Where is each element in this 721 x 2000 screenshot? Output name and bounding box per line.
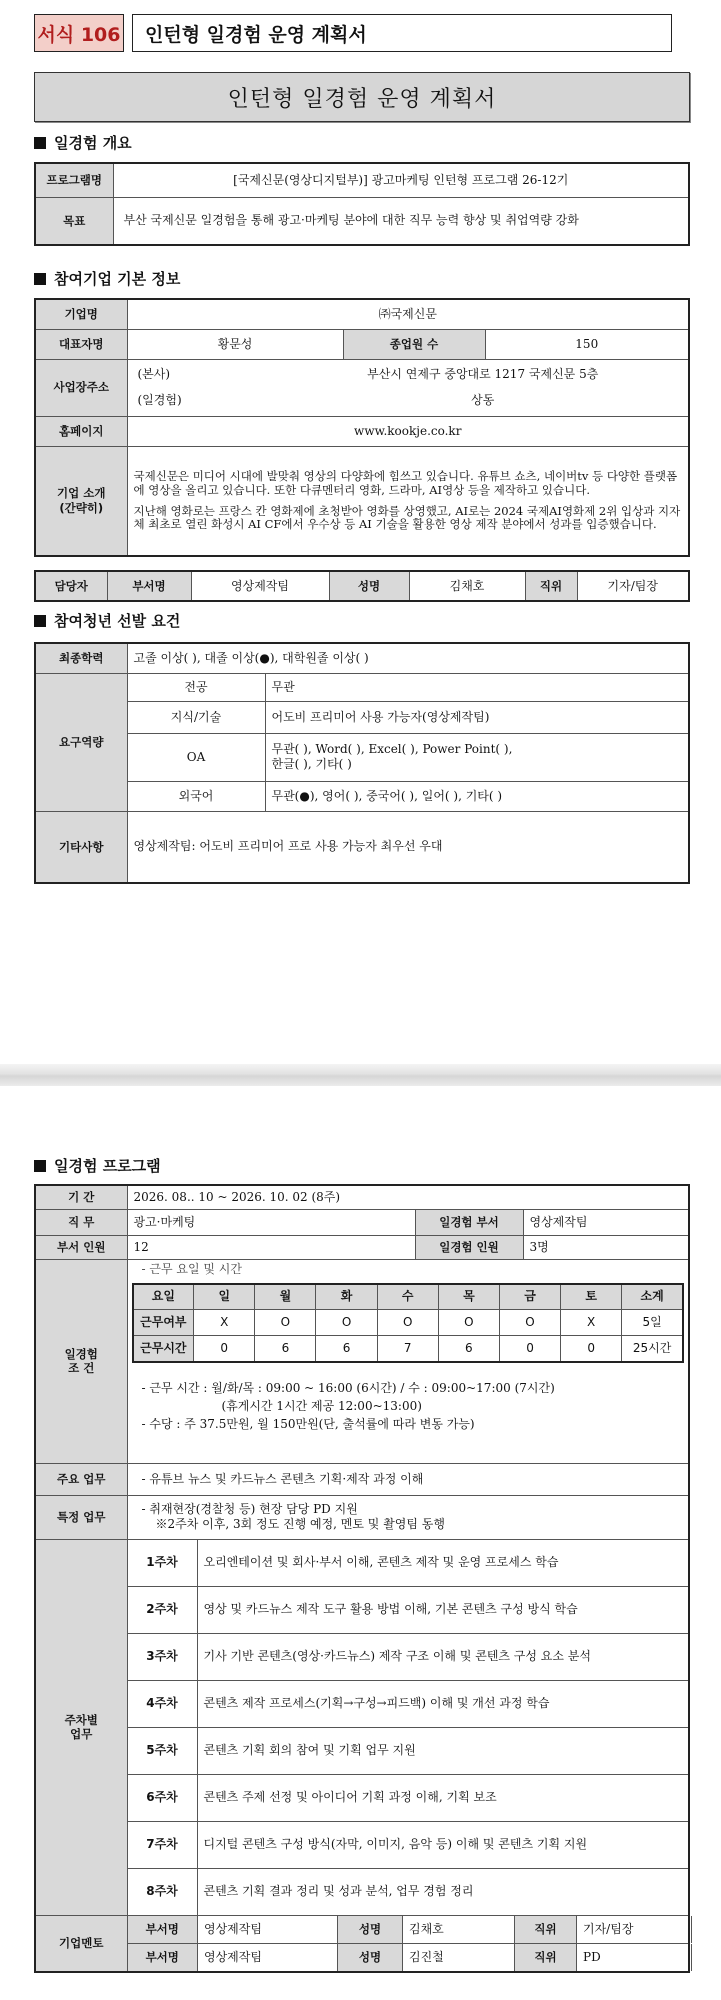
work-staff-label: 일경험 인원	[415, 1235, 523, 1259]
manager-dept-label: 부서명	[107, 571, 191, 601]
mentor-position-value: 기자/팀장	[577, 1916, 692, 1943]
mentor-dept-value: 영상제작팀	[198, 1916, 338, 1943]
hq-label: (본사)	[137, 367, 171, 381]
document-title: 인턴형 일경험 운영 계획서	[34, 72, 690, 122]
section-requirements-heading: 참여청년 선발 요건	[34, 610, 180, 631]
schedule-header-cell: 소계	[622, 1284, 683, 1310]
site-value: 상동	[471, 393, 495, 407]
manager-table	[34, 570, 690, 602]
employee-label: 종업원 수	[343, 329, 485, 359]
special-task-cell	[127, 1495, 689, 1539]
mentor-position-value: PD	[577, 1944, 692, 1971]
condition-pay: - 수당 : 주 37.5만원, 월 150만원(단, 출석률에 따라 변동 가능)	[141, 1416, 475, 1431]
homepage-value[interactable]: www.kookje.co.kr	[127, 416, 689, 446]
page-break	[0, 1064, 721, 1086]
schedule-cell: 0	[499, 1336, 560, 1362]
condition-hours: - 근무 시간 : 월/화/목 : 09:00 ~ 16:00 (6시간) / 수 : 09:00~17:00 (7시간)	[141, 1380, 555, 1395]
mentor-detail-cell	[127, 1943, 689, 1972]
week-task: 콘텐츠 기획 결과 정리 및 성과 분석, 업무 경험 정리	[197, 1868, 689, 1915]
dept-staff-value: 12	[127, 1235, 415, 1259]
mentor-name-label: 성명	[338, 1916, 403, 1943]
goal-label: 목표	[35, 197, 113, 245]
schedule-header-row	[133, 1284, 684, 1310]
program-label: 프로그램명	[35, 163, 113, 197]
main-task-label: 주요 업무	[35, 1463, 127, 1495]
schedule-cell: O	[255, 1310, 316, 1336]
week-task: 디지털 콘텐츠 구성 방식(자막, 이미지, 음악 등) 이해 및 콘텐츠 기획 지원	[197, 1821, 689, 1868]
schedule-row-label: 근무시간	[133, 1336, 194, 1362]
requirements-table	[34, 642, 690, 884]
intro-paragraph-2: 지난해 영화로는 프랑스 칸 영화제에 초청받아 영화를 상영했고, AI로는 2024 국제AI영화제 2위 입상과 지자체 최초로 열린 화성시 AI CF에서 우수상 등 AI 기술을 활용한 영상 제작 분야에서 성과를 입증했습니다.	[133, 503, 681, 531]
period-label: 기 간	[35, 1185, 127, 1209]
oa-label: OA	[127, 733, 265, 781]
condition-cell	[127, 1259, 689, 1463]
week-task: 콘텐츠 주제 선정 및 아이디어 기획 과정 이해, 기획 보조	[197, 1774, 689, 1821]
schedule-header-cell: 요일	[133, 1284, 194, 1310]
duty-label: 직 무	[35, 1209, 127, 1235]
address-label: 사업장주소	[35, 359, 127, 416]
address-cell	[127, 359, 689, 416]
manager-name-label: 성명	[329, 571, 409, 601]
schedule-cell: 0	[194, 1336, 255, 1362]
mentor-detail-table	[128, 1916, 693, 1943]
schedule-header-cell: 토	[561, 1284, 622, 1310]
education-label: 최종학력	[35, 643, 127, 673]
mentor-label: 기업멘토	[35, 1915, 127, 1972]
schedule-cell: 25시간	[622, 1336, 683, 1362]
weekly-label: 주차별 업무	[35, 1539, 127, 1915]
employee-value: 150	[485, 329, 689, 359]
major-value: 무관	[265, 673, 689, 701]
section-overview-heading: 일경험 개요	[34, 132, 132, 153]
week-task: 기사 기반 콘텐츠(영상·카드뉴스) 제작 구조 이해 및 콘텐츠 구성 요소 분석	[197, 1633, 689, 1680]
schedule-row-label: 근무여부	[133, 1310, 194, 1336]
square-bullet-icon	[34, 273, 46, 285]
tech-value: 어도비 프리미어 사용 가능자(영상제작팀)	[265, 701, 689, 733]
schedule-table	[132, 1283, 685, 1363]
schedule-cell: X	[194, 1310, 255, 1336]
homepage-label: 홈페이지	[35, 416, 127, 446]
intro-label: 기업 소개 (간략히)	[35, 446, 127, 556]
mentor-dept-label: 부서명	[128, 1916, 198, 1943]
week-task: 콘텐츠 제작 프로세스(기획→구성→피드백) 이해 및 개선 과정 학습	[197, 1680, 689, 1727]
schedule-cell: O	[377, 1310, 438, 1336]
header-title: 인턴형 일경험 운영 계획서	[132, 14, 672, 52]
schedule-cell: 6	[255, 1336, 316, 1362]
mentor-position-label: 직위	[515, 1916, 577, 1943]
week-number: 7주차	[127, 1821, 197, 1868]
schedule-cell: 6	[438, 1336, 499, 1362]
education-value: 고졸 이상( ), 대졸 이상(●), 대학원졸 이상( )	[127, 643, 689, 673]
week-number: 6주차	[127, 1774, 197, 1821]
site-label: (일경험)	[137, 393, 182, 407]
hq-value: 부산시 연제구 중앙대로 1217 국제신문 5층	[367, 367, 599, 381]
schedule-header-cell: 월	[255, 1284, 316, 1310]
skill-label: 요구역량	[35, 673, 127, 811]
special-task-label: 특정 업무	[35, 1495, 127, 1539]
square-bullet-icon	[34, 1160, 46, 1172]
special-task-line-2: ※2주차 이후, 3회 정도 진행 예정, 멘토 및 촬영팀 동행	[155, 1517, 445, 1531]
major-label: 전공	[127, 673, 265, 701]
work-staff-value: 3명	[523, 1235, 689, 1259]
schedule-cell: 0	[561, 1336, 622, 1362]
week-task: 콘텐츠 기획 회의 참여 및 기획 업무 지원	[197, 1727, 689, 1774]
section-company-heading: 참여기업 기본 정보	[34, 268, 180, 289]
language-label: 외국어	[127, 781, 265, 811]
manager-position-label: 직위	[525, 571, 577, 601]
manager-dept-value: 영상제작팀	[191, 571, 329, 601]
period-value: 2026. 08.. 10 ~ 2026. 10. 02 (8주)	[127, 1185, 689, 1209]
mentor-dept-label: 부서명	[128, 1944, 198, 1971]
mentor-detail-table	[128, 1944, 693, 1971]
intro-cell	[127, 446, 689, 556]
schedule-cell: O	[316, 1310, 377, 1336]
oa-value: 무관( ), Word( ), Excel( ), Power Point( ), 한글( ), 기타( )	[265, 733, 689, 781]
etc-label: 기타사항	[35, 811, 127, 883]
work-dept-value: 영상제작팀	[523, 1209, 689, 1235]
week-number: 4주차	[127, 1680, 197, 1727]
condition-break: (휴게시간 1시간 제공 12:00~13:00)	[221, 1398, 422, 1413]
week-number: 1주차	[127, 1539, 197, 1586]
company-name-value: ㈜국제신문	[127, 299, 689, 329]
week-number: 2주차	[127, 1586, 197, 1633]
condition-label: 일경험 조 건	[35, 1259, 127, 1463]
manager-label: 담당자	[35, 571, 107, 601]
week-task: 오리엔테이션 및 회사·부서 이해, 콘텐츠 제작 및 운영 프로세스 학습	[197, 1539, 689, 1586]
schedule-row	[133, 1310, 684, 1336]
mentor-name-value: 김진철	[403, 1944, 515, 1971]
ceo-value: 황문성	[127, 329, 343, 359]
mentor-detail-cell	[127, 1915, 689, 1943]
week-number: 8주차	[127, 1868, 197, 1915]
overview-table	[34, 162, 690, 246]
square-bullet-icon	[34, 615, 46, 627]
schedule-cell: O	[438, 1310, 499, 1336]
special-task-line-1: - 취재현장(경찰청 등) 현장 담당 PD 지원	[141, 1502, 358, 1516]
manager-name-value: 김채호	[409, 571, 525, 601]
week-task: 영상 및 카드뉴스 제작 도구 활용 방법 이해, 기본 콘텐츠 구성 방식 학습	[197, 1586, 689, 1633]
goal-value: 부산 국제신문 일경험을 통해 광고·마케팅 분야에 대한 직무 능력 향상 및 취업역량 강화	[113, 197, 689, 245]
work-dept-label: 일경험 부서	[415, 1209, 523, 1235]
company-table	[34, 298, 690, 557]
company-name-label: 기업명	[35, 299, 127, 329]
schedule-header-cell: 화	[316, 1284, 377, 1310]
section-program-heading: 일경험 프로그램	[34, 1155, 161, 1176]
condition-intro: - 근무 요일 및 시간	[141, 1261, 242, 1276]
language-value: 무관(●), 영어( ), 중국어( ), 일어( ), 기타( )	[265, 781, 689, 811]
page-2	[0, 1086, 721, 2000]
mentor-dept-value: 영상제작팀	[198, 1944, 338, 1971]
etc-value: 영상제작팀: 어도비 프리미어 프로 사용 가능자 최우선 우대	[127, 811, 689, 883]
mentor-name-label: 성명	[338, 1944, 403, 1971]
form-tag: 서식 106	[34, 14, 124, 52]
schedule-cell: 7	[377, 1336, 438, 1362]
schedule-cell: 5일	[622, 1310, 683, 1336]
duty-value: 광고·마케팅	[127, 1209, 415, 1235]
mentor-name-value: 김채호	[403, 1916, 515, 1943]
square-bullet-icon	[34, 137, 46, 149]
schedule-header-cell: 수	[377, 1284, 438, 1310]
main-task-value: - 유튜브 뉴스 및 카드뉴스 콘텐츠 기획·제작 과정 이해	[127, 1463, 689, 1495]
week-number: 5주차	[127, 1727, 197, 1774]
intro-paragraph-1: 국제신문은 미디어 시대에 발맞춰 영상의 다양화에 힘쓰고 있습니다. 유튜브 쇼츠, 네이버tv 등 다양한 플랫폼에 영상을 올리고 있습니다. 또한 다큐멘터리 영화, 드라마, AI영상 등을 제작하고 있습니다.	[133, 469, 678, 497]
schedule-header-cell: 일	[194, 1284, 255, 1310]
schedule-row	[133, 1336, 684, 1362]
manager-position-value: 기자/팀장	[577, 571, 689, 601]
schedule-header-cell: 목	[438, 1284, 499, 1310]
schedule-cell: 6	[316, 1336, 377, 1362]
program-table	[34, 1184, 690, 1973]
schedule-cell: O	[499, 1310, 560, 1336]
tech-label: 지식/기술	[127, 701, 265, 733]
ceo-label: 대표자명	[35, 329, 127, 359]
schedule-header-cell: 금	[499, 1284, 560, 1310]
dept-staff-label: 부서 인원	[35, 1235, 127, 1259]
mentor-position-label: 직위	[515, 1944, 577, 1971]
program-value: [국제신문(영상디지털부)] 광고마케팅 인턴형 프로그램 26-12기	[113, 163, 689, 197]
week-number: 3주차	[127, 1633, 197, 1680]
schedule-cell: X	[561, 1310, 622, 1336]
